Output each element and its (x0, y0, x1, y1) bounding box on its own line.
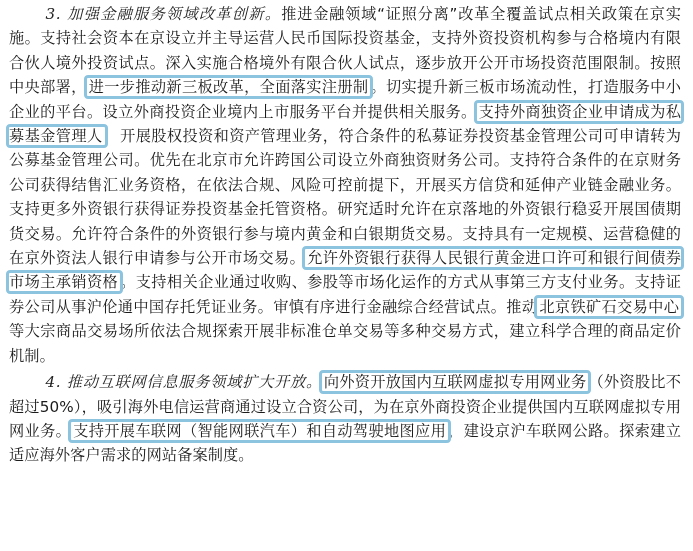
body-text: ，开展股权投资和资产管理业务，符合条件的私募证券投资基金管理公司可申请转为公募基金管理公司。优先在北京市允许跨国公司设立外商独资财务公司。支持符合条件的在京财务公司获得结售汇业务资格，在依法合规、风险可控前提下，开展买方信贷和延伸产业链金融业务。支持更多外资银行获得证券投资基金托管资格。研究适时允许在京落地的外资银行稳妥开展国债期货交易。允许符合条件的外资银行参与境内黄金和白银期货交易。支持具有一定规模、运营稳健的在京外资法人银行申请参与公开市场交易。 (9, 127, 681, 268)
heading-text: 加强金融服务领域改革创新。 (67, 5, 282, 23)
highlighted-phrase: 支持外商独资企业申请成为私募基金管理人 (9, 102, 682, 146)
body-text: 。切实提升新三板市场流动性，打造服务中小企业的平台。设立外商投资企业境内上市服务平台并提供相关服务。 (9, 78, 681, 121)
highlighted-phrase: 向外资开放国内互联网虚拟专用网业务 (323, 373, 587, 392)
body-text: （外资股比不超过50%），吸引海外电信运营商通过设立合资公司，为在京外商投资企业提供国内互联网虚拟专用网业务。 (9, 373, 681, 440)
highlighted-phrase: 北京铁矿石交易中心 (539, 297, 680, 316)
paragraph-number: 3. (45, 5, 62, 23)
paragraph-internet (9, 370, 681, 468)
highlighted-phrase: 允许外资银行获得人民银行黄金进口许可和银行间债券市场主承销资格 (9, 249, 682, 292)
highlighted-phrase: 支持开展车联网（智能网联汽车）和自动驾驶地图应用 (73, 421, 447, 440)
body-text: 等大宗商品交易场所依法合规探索开展非标准仓单交易等多种交易方式，建立科学合理的商品定价机制。 (9, 322, 681, 365)
heading-text: 推动互联网信息服务领域扩大开放。 (66, 373, 322, 392)
body-text: 推进金融领域“证照分离”改革全覆盖试点相关政策在京实施。支持社会资本在京设立并主导运营人民币国际投资基金，支持外资投资机构参与合格境内有限合伙人境外投资试点。深入实施合格境外有限合伙人试点，逐步放开公开市场投资范围限制。按照中央部署， (9, 5, 681, 97)
paragraph-finance (9, 2, 681, 368)
body-text: ，建设京沪车联网公路。探索建立适应海外客户需求的网站备案制度。 (9, 421, 682, 465)
body-text: 。支持相关企业通过收购、参股等市场化运作的方式从事第三方支付业务。支持证券公司从事沪伦通中国存托凭证业务。审慎有序进行金融综合经营试点。推动 (9, 273, 681, 316)
paragraph-heading (45, 373, 321, 391)
paragraph-heading (45, 5, 281, 23)
highlighted-phrase: 进一步推动新三板改革，全面落实注册制 (88, 78, 369, 97)
paragraph-number: 4. (45, 373, 62, 392)
